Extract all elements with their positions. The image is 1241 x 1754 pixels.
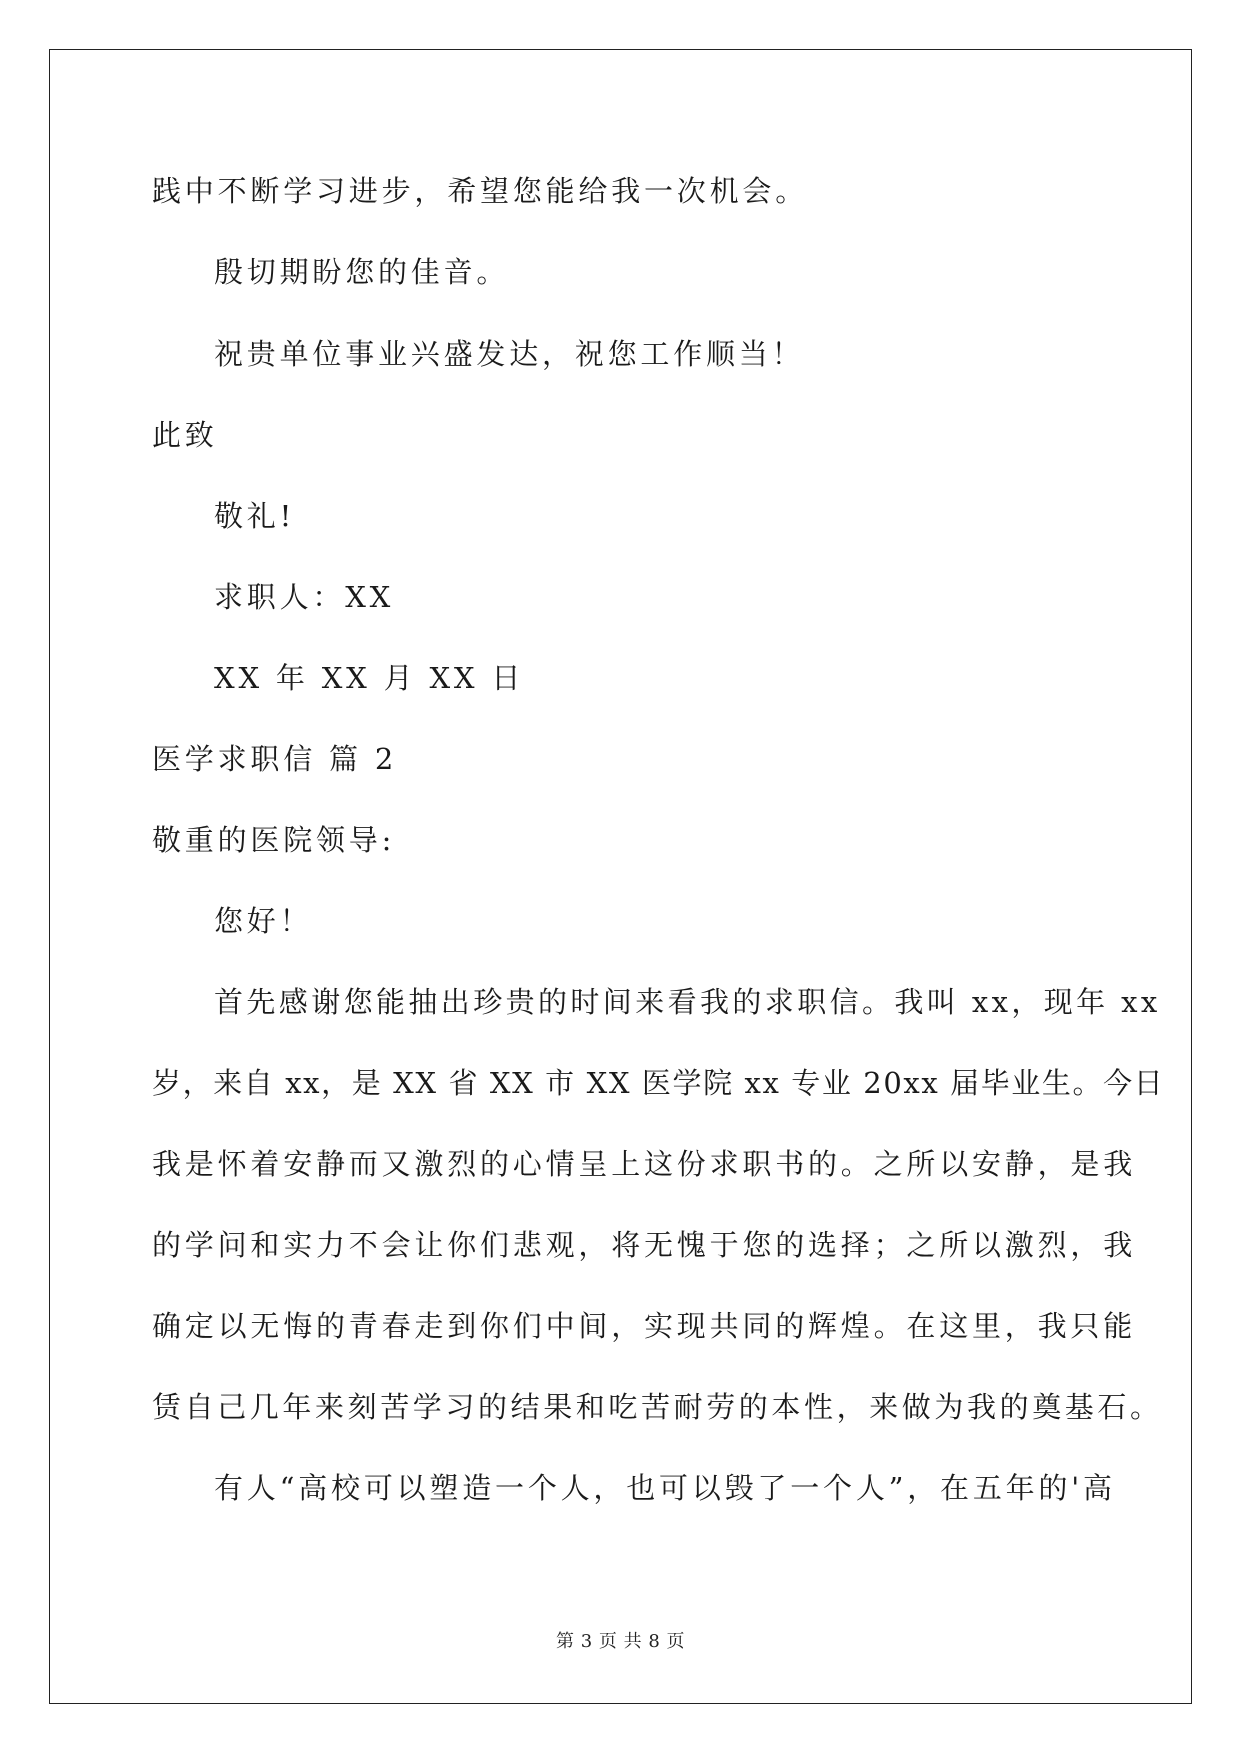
text-line: XX 年 XX 月 XX 日 bbox=[214, 661, 525, 695]
text-line: 祝贵单位事业兴盛发达，祝您工作顺当！ bbox=[214, 337, 805, 371]
text-line: 敬礼! bbox=[214, 499, 296, 533]
text-line: 我是怀着安静而又激烈的心情呈上这份求职书的。之所以安静，是我 bbox=[152, 1147, 1137, 1181]
text-line: 求职人：XX bbox=[214, 580, 395, 614]
section-heading: 医学求职信 篇 2 bbox=[152, 742, 398, 776]
text-line: 赁自己几年来刻苦学习的结果和吃苦耐劳的本性，来做为我的奠基石。 bbox=[152, 1390, 1163, 1424]
page-border bbox=[49, 49, 1192, 1704]
text-line: 首先感谢您能抽出珍贵的时间来看我的求职信。我叫 xx，现年 xx bbox=[214, 985, 1161, 1019]
text-line: 此致 bbox=[152, 418, 218, 452]
text-line: 践中不断学习进步，希望您能给我一次机会。 bbox=[152, 174, 809, 208]
text-line: 殷切期盼您的佳音。 bbox=[214, 255, 510, 289]
greeting: 您好！ bbox=[214, 904, 313, 938]
salutation: 敬重的医院领导: bbox=[152, 823, 396, 857]
text-line: 有人“高校可以塑造一个人，也可以毁了一个人”，在五年的'高 bbox=[214, 1471, 1116, 1505]
text-line: 的学问和实力不会让你们悲观，将无愧于您的选择；之所以激烈，我 bbox=[152, 1228, 1137, 1262]
text-line: 岁，来自 xx，是 XX 省 XX 市 XX 医学院 xx 专业 20xx 届毕业生。今日 bbox=[152, 1066, 1165, 1100]
page-footer: 第 3 页 共 8 页 bbox=[555, 1631, 685, 1652]
text-line: 确定以无悔的青春走到你们中间，实现共同的辉煌。在这里，我只能 bbox=[152, 1309, 1137, 1343]
